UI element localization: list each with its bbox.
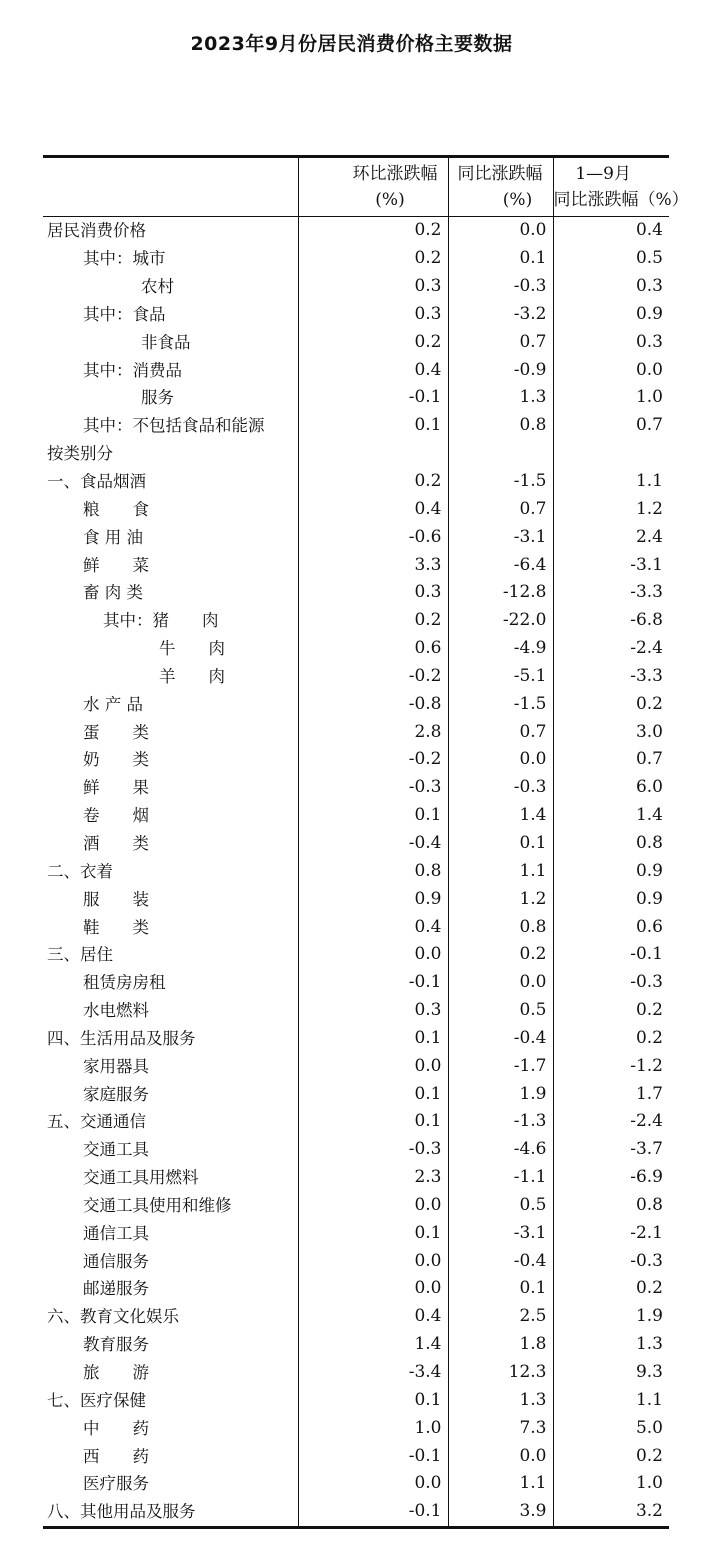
mom-change-value: 0.1 <box>298 1386 448 1414</box>
mom-change-value: 0.1 <box>298 802 448 830</box>
row-label: 其中：城市 <box>83 249 166 269</box>
ytd-change-value: -6.8 <box>553 607 669 635</box>
table-row <box>43 830 669 858</box>
ytd-change-value: -2.4 <box>553 1108 669 1136</box>
mom-change-value: 2.8 <box>298 718 448 746</box>
table-row <box>43 1498 669 1527</box>
mom-change-value: -0.4 <box>298 830 448 858</box>
table-body <box>43 217 669 1528</box>
mom-change-value: 1.4 <box>298 1331 448 1359</box>
mom-change-value: 0.4 <box>298 495 448 523</box>
mom-change-value: 1.0 <box>298 1414 448 1442</box>
mom-change-value: -0.3 <box>298 1136 448 1164</box>
mom-change-value: 0.2 <box>298 607 448 635</box>
mom-change-value: -0.3 <box>298 774 448 802</box>
table-row <box>43 1303 669 1331</box>
yoy-change-value: -1.7 <box>448 1052 553 1080</box>
header-mom-title: 环比涨跌幅 <box>352 164 438 184</box>
ytd-change-value: 0.2 <box>553 997 669 1025</box>
table-row <box>43 384 669 412</box>
ytd-change-value: 0.6 <box>553 913 669 941</box>
table-row <box>43 551 669 579</box>
mom-change-value: 0.4 <box>298 356 448 384</box>
row-label: 一、食品烟酒 <box>47 472 146 492</box>
yoy-change-value: 0.8 <box>448 913 553 941</box>
yoy-change-value: 0.7 <box>448 495 553 523</box>
mom-change-value: 0.1 <box>298 1024 448 1052</box>
mom-change-value: 0.3 <box>298 579 448 607</box>
mom-change-value: -3.4 <box>298 1359 448 1387</box>
yoy-change-value: 0.7 <box>448 718 553 746</box>
mom-change-value: 0.1 <box>298 412 448 440</box>
row-label: 八、其他用品及服务 <box>43 1498 298 1527</box>
ytd-change-value: -3.3 <box>553 663 669 691</box>
row-label: 其中：食品 <box>83 304 166 324</box>
ytd-change-value: 1.1 <box>553 468 669 496</box>
table-row <box>43 1247 669 1275</box>
table-row <box>43 857 669 885</box>
row-label: 畜 肉 类 <box>83 583 143 603</box>
ytd-change-value: 1.4 <box>553 802 669 830</box>
table-row <box>43 1414 669 1442</box>
row-label: 七、医疗保健 <box>47 1390 146 1410</box>
mom-change-value: 0.0 <box>298 1247 448 1275</box>
row-label: 按类别分 <box>47 444 113 464</box>
ytd-change-value: 0.2 <box>553 690 669 718</box>
yoy-change-value: 1.3 <box>448 1386 553 1414</box>
yoy-change-value: -12.8 <box>448 579 553 607</box>
row-label: 其中：不包括食品和能源 <box>83 416 265 436</box>
yoy-change-value: -5.1 <box>448 663 553 691</box>
header-mom-change <box>298 157 448 217</box>
ytd-change-value: 0.7 <box>553 412 669 440</box>
yoy-change-value: -0.9 <box>448 356 553 384</box>
yoy-change-value: -3.1 <box>448 1219 553 1247</box>
row-label: 四、生活用品及服务 <box>47 1028 196 1048</box>
header-row <box>43 157 669 217</box>
mom-change-value: 0.2 <box>298 328 448 356</box>
table-row <box>43 1024 669 1052</box>
yoy-change-value: 1.3 <box>448 384 553 412</box>
table-row <box>43 997 669 1025</box>
table-row <box>43 718 669 746</box>
mom-change-value: -0.2 <box>298 746 448 774</box>
yoy-change-value: 1.2 <box>448 885 553 913</box>
row-label: 其中：消费品 <box>83 360 182 380</box>
row-label: 三、居住 <box>47 945 113 965</box>
row-label: 租赁房房租 <box>83 973 166 993</box>
yoy-change-value: -0.3 <box>448 774 553 802</box>
table-row <box>43 690 669 718</box>
yoy-change-value: -0.4 <box>448 1247 553 1275</box>
ytd-change-value: -2.4 <box>553 635 669 663</box>
ytd-change-value: 0.2 <box>553 1024 669 1052</box>
yoy-change-value: 1.8 <box>448 1331 553 1359</box>
mom-change-value: 0.1 <box>298 1219 448 1247</box>
ytd-change-value: 0.9 <box>553 857 669 885</box>
ytd-change-value: 2.4 <box>553 523 669 551</box>
header-yoy-title: 同比涨跌幅 <box>457 164 543 184</box>
mom-change-value: 0.0 <box>298 1275 448 1303</box>
row-label: 五、交通通信 <box>47 1112 146 1132</box>
mom-change-value: -0.8 <box>298 690 448 718</box>
table-row <box>43 579 669 607</box>
ytd-change-value: 1.7 <box>553 1080 669 1108</box>
table-row <box>43 440 669 468</box>
ytd-change-value: 1.2 <box>553 495 669 523</box>
yoy-change-value: 0.0 <box>448 969 553 997</box>
mom-change-value: 0.1 <box>298 1080 448 1108</box>
header-ytd-title: 同比涨跌幅（%） <box>553 190 689 210</box>
row-label: 粮 食 <box>83 499 149 519</box>
yoy-change-value: 2.5 <box>448 1303 553 1331</box>
ytd-change-value: -6.9 <box>553 1164 669 1192</box>
table-row <box>43 356 669 384</box>
row-label: 酒 类 <box>83 833 149 853</box>
yoy-change-value: -0.3 <box>448 273 553 301</box>
row-label: 服务 <box>141 388 174 408</box>
row-label: 水电燃料 <box>83 1001 149 1021</box>
yoy-change-value: -1.3 <box>448 1108 553 1136</box>
header-ytd-change <box>553 157 689 217</box>
row-label: 六、教育文化娱乐 <box>47 1307 179 1327</box>
ytd-change-value: 0.2 <box>553 1442 669 1470</box>
ytd-change-value: 3.2 <box>553 1498 669 1527</box>
yoy-change-value: 12.3 <box>448 1359 553 1387</box>
ytd-change-value: 0.0 <box>553 356 669 384</box>
table-row <box>43 495 669 523</box>
table-row <box>43 913 669 941</box>
row-label: 中 药 <box>83 1418 149 1438</box>
row-label: 邮递服务 <box>83 1279 149 1299</box>
table-row <box>43 1108 669 1136</box>
table-row <box>43 217 669 245</box>
cpi-table-container <box>43 155 689 1529</box>
table-row <box>43 1219 669 1247</box>
yoy-change-value: 0.7 <box>448 328 553 356</box>
ytd-change-value: 0.8 <box>553 830 669 858</box>
yoy-change-value <box>448 440 553 468</box>
ytd-change-value: 0.8 <box>553 1192 669 1220</box>
cpi-table <box>43 155 689 1529</box>
yoy-change-value: 1.4 <box>448 802 553 830</box>
yoy-change-value: 7.3 <box>448 1414 553 1442</box>
ytd-change-value: 5.0 <box>553 1414 669 1442</box>
ytd-change-value: -0.1 <box>553 941 669 969</box>
ytd-change-value: 0.3 <box>553 273 669 301</box>
row-label: 医疗服务 <box>83 1474 149 1494</box>
table-row <box>43 245 669 273</box>
row-label: 牛 肉 <box>159 639 225 659</box>
ytd-change-value: -0.3 <box>553 969 669 997</box>
yoy-change-value: 0.0 <box>448 746 553 774</box>
ytd-change-value: 3.0 <box>553 718 669 746</box>
table-row <box>43 746 669 774</box>
row-label: 鞋 类 <box>83 917 149 937</box>
table-row <box>43 1136 669 1164</box>
yoy-change-value: 1.9 <box>448 1080 553 1108</box>
mom-change-value: 0.0 <box>298 1052 448 1080</box>
row-label: 鲜 果 <box>83 778 149 798</box>
mom-change-value: 0.4 <box>298 913 448 941</box>
mom-change-value: 0.0 <box>298 1192 448 1220</box>
yoy-change-value: -22.0 <box>448 607 553 635</box>
mom-change-value: -0.6 <box>298 523 448 551</box>
yoy-change-value: 1.1 <box>448 1470 553 1498</box>
table-row <box>43 635 669 663</box>
ytd-change-value: 0.5 <box>553 245 669 273</box>
table-row <box>43 1080 669 1108</box>
yoy-change-value: 1.1 <box>448 857 553 885</box>
row-label: 羊 肉 <box>159 666 225 686</box>
row-label: 卷 烟 <box>83 806 149 826</box>
header-yoy-change <box>448 157 553 217</box>
table-row <box>43 1386 669 1414</box>
mom-change-value: -0.1 <box>298 1442 448 1470</box>
mom-change-value <box>298 440 448 468</box>
table-row <box>43 663 669 691</box>
yoy-change-value: -1.5 <box>448 690 553 718</box>
ytd-change-value: 0.9 <box>553 885 669 913</box>
row-label: 家用器具 <box>83 1056 149 1076</box>
ytd-change-value: 1.0 <box>553 1470 669 1498</box>
yoy-change-value: 0.1 <box>448 830 553 858</box>
mom-change-value: 0.9 <box>298 885 448 913</box>
yoy-change-value: -4.6 <box>448 1136 553 1164</box>
row-label: 蛋 类 <box>83 722 149 742</box>
mom-change-value: 0.4 <box>298 1303 448 1331</box>
row-label: 教育服务 <box>83 1335 149 1355</box>
row-label: 食 用 油 <box>83 527 143 547</box>
mom-change-value: 0.2 <box>298 217 448 245</box>
ytd-change-value: 9.3 <box>553 1359 669 1387</box>
yoy-change-value: 0.5 <box>448 997 553 1025</box>
mom-change-value: -0.1 <box>298 969 448 997</box>
row-label: 居民消费价格 <box>47 221 146 241</box>
header-ytd-period: 1—9月 <box>575 164 631 184</box>
row-label: 二、衣着 <box>47 861 113 881</box>
yoy-change-value: -1.5 <box>448 468 553 496</box>
table-row <box>43 969 669 997</box>
mom-change-value: 0.6 <box>298 635 448 663</box>
yoy-change-value: 0.2 <box>448 941 553 969</box>
ytd-change-value: -0.3 <box>553 1247 669 1275</box>
row-label: 旅 游 <box>83 1363 149 1383</box>
table-row <box>43 1442 669 1470</box>
table-row <box>43 328 669 356</box>
ytd-change-value: -3.7 <box>553 1136 669 1164</box>
row-label: 交通工具使用和维修 <box>83 1195 232 1215</box>
row-label: 西 药 <box>83 1446 149 1466</box>
page-title: 2023年9月份居民消费价格主要数据 <box>190 33 513 55</box>
yoy-change-value: 0.8 <box>448 412 553 440</box>
table-row <box>43 774 669 802</box>
table-row <box>43 1052 669 1080</box>
yoy-change-value: 0.5 <box>448 1192 553 1220</box>
ytd-change-value: 1.3 <box>553 1331 669 1359</box>
ytd-change-value: -2.1 <box>553 1219 669 1247</box>
yoy-change-value: 3.9 <box>448 1498 553 1527</box>
ytd-change-value: 1.0 <box>553 384 669 412</box>
mom-change-value: 0.1 <box>298 1108 448 1136</box>
yoy-change-value: -3.1 <box>448 523 553 551</box>
yoy-change-value: -1.1 <box>448 1164 553 1192</box>
mom-change-value: -0.1 <box>298 1498 448 1527</box>
yoy-change-value: -6.4 <box>448 551 553 579</box>
mom-change-value: 0.2 <box>298 468 448 496</box>
yoy-change-value: -3.2 <box>448 301 553 329</box>
table-row <box>43 1275 669 1303</box>
row-label: 非食品 <box>141 332 191 352</box>
header-yoy-unit: (%) <box>502 190 533 210</box>
row-label: 通信工具 <box>83 1223 149 1243</box>
mom-change-value: 0.3 <box>298 997 448 1025</box>
mom-change-value: 0.3 <box>298 273 448 301</box>
ytd-change-value: 1.9 <box>553 1303 669 1331</box>
table-row <box>43 885 669 913</box>
table-row <box>43 802 669 830</box>
row-label: 农村 <box>141 277 174 297</box>
ytd-change-value: 0.9 <box>553 301 669 329</box>
yoy-change-value: -4.9 <box>448 635 553 663</box>
mom-change-value: -0.1 <box>298 384 448 412</box>
row-label: 交通工具用燃料 <box>83 1168 199 1188</box>
ytd-change-value: 0.2 <box>553 1275 669 1303</box>
row-label: 奶 类 <box>83 750 149 770</box>
row-label: 服 装 <box>83 889 149 909</box>
mom-change-value: 0.8 <box>298 857 448 885</box>
ytd-change-value: -1.2 <box>553 1052 669 1080</box>
table-row <box>43 273 669 301</box>
ytd-change-value <box>553 440 669 468</box>
table-row <box>43 468 669 496</box>
ytd-change-value: -3.3 <box>553 579 669 607</box>
table-row <box>43 1164 669 1192</box>
yoy-change-value: 0.1 <box>448 245 553 273</box>
header-label-column <box>43 157 298 217</box>
mom-change-value: 0.2 <box>298 245 448 273</box>
row-label: 鲜 菜 <box>83 555 149 575</box>
mom-change-value: 0.3 <box>298 301 448 329</box>
row-label: 通信服务 <box>83 1251 149 1271</box>
header-mom-unit: (%) <box>375 190 405 210</box>
ytd-change-value: 6.0 <box>553 774 669 802</box>
row-label: 其中：猪 肉 <box>103 611 219 631</box>
table-header <box>43 157 689 217</box>
table-row <box>43 412 669 440</box>
table-row <box>43 941 669 969</box>
mom-change-value: 0.0 <box>298 1470 448 1498</box>
mom-change-value: -0.2 <box>298 663 448 691</box>
mom-change-value: 0.0 <box>298 941 448 969</box>
yoy-change-value: 0.1 <box>448 1275 553 1303</box>
yoy-change-value: -0.4 <box>448 1024 553 1052</box>
ytd-change-value: 0.3 <box>553 328 669 356</box>
ytd-change-value: 0.4 <box>553 217 669 245</box>
row-label: 家庭服务 <box>83 1084 149 1104</box>
mom-change-value: 3.3 <box>298 551 448 579</box>
table-row <box>43 1331 669 1359</box>
table-row <box>43 1470 669 1498</box>
table-row <box>43 1359 669 1387</box>
ytd-change-value: 1.1 <box>553 1386 669 1414</box>
row-label: 交通工具 <box>83 1140 149 1160</box>
ytd-change-value: -3.1 <box>553 551 669 579</box>
yoy-change-value: 0.0 <box>448 1442 553 1470</box>
mom-change-value: 2.3 <box>298 1164 448 1192</box>
row-label: 水 产 品 <box>83 694 143 714</box>
table-row <box>43 301 669 329</box>
table-row <box>43 523 669 551</box>
table-row <box>43 607 669 635</box>
yoy-change-value: 0.0 <box>448 217 553 245</box>
table-row <box>43 1192 669 1220</box>
ytd-change-value: 0.7 <box>553 746 669 774</box>
